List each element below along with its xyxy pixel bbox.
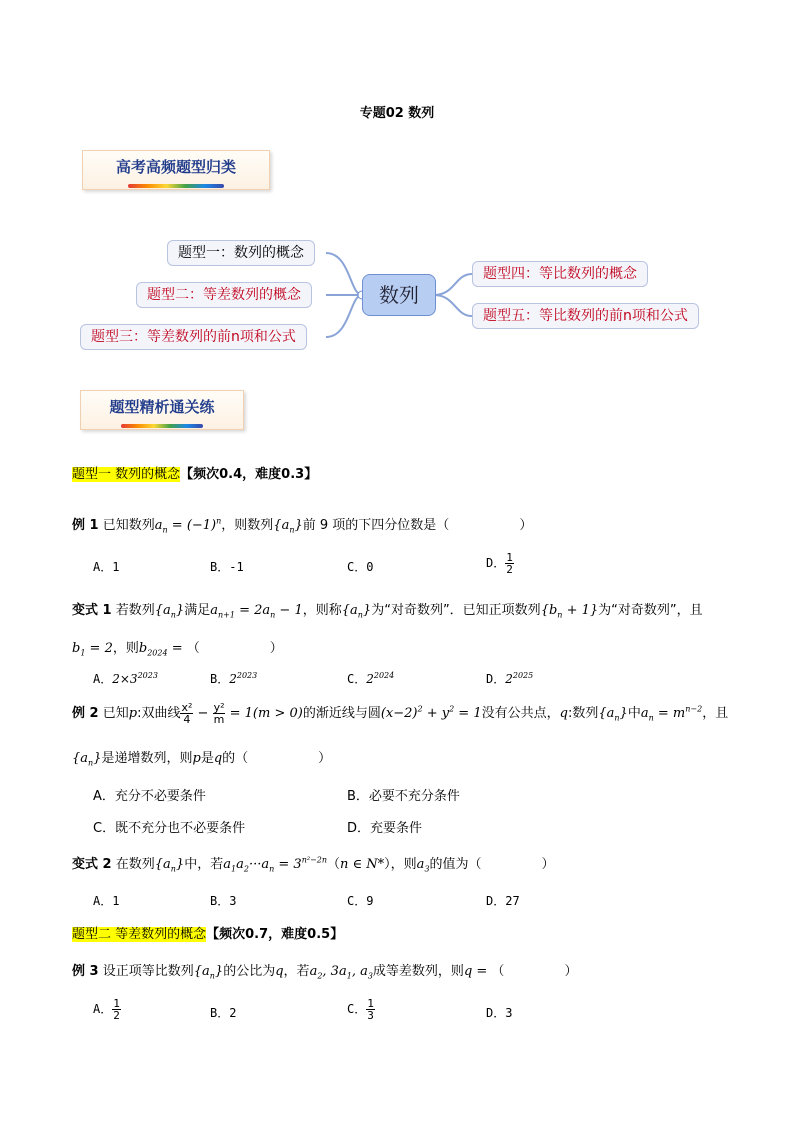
- connector-right-2: [434, 295, 472, 316]
- q-text: 已知数列: [102, 518, 155, 533]
- option-a[interactable]: [93, 998, 121, 1021]
- q-text: 前 9 项的下四分位数是（: [302, 518, 450, 533]
- option-a[interactable]: A．充分不必要条件: [93, 789, 206, 804]
- q-text: 在数列: [115, 857, 155, 872]
- q-text: ）: [269, 641, 283, 656]
- section-label: 题型二 等差数列的概念: [72, 927, 207, 942]
- option-label: C．: [347, 672, 367, 686]
- question-ex3: [72, 960, 577, 981]
- mindmap-node-type5[interactable]: 题型五：等比数列的前n项和公式: [472, 303, 699, 329]
- math: $2^{2025}$: [505, 671, 534, 686]
- option-label: D．: [486, 672, 506, 686]
- q-text: ）: [519, 518, 533, 533]
- option-a[interactable]: [93, 670, 158, 687]
- question-tag: 变式 1: [72, 603, 112, 618]
- math: $b_1 = 2$: [72, 641, 113, 658]
- q-text: （: [186, 641, 200, 656]
- q-text: 为“对奇数列”，且: [598, 603, 703, 618]
- page-title: 专题02 数列: [359, 106, 435, 121]
- option-d[interactable]: [486, 670, 533, 687]
- option-d[interactable]: D．3: [486, 1006, 513, 1020]
- q-text: 满足: [184, 603, 211, 618]
- q-text: 中，若: [184, 857, 224, 872]
- option-c[interactable]: C．既不充分也不必要条件: [93, 821, 246, 836]
- math: $\{b_n + 1\}$: [540, 603, 599, 620]
- mindmap-node-type1[interactable]: 题型一：数列的概念: [167, 240, 315, 266]
- q-text: ，且: [702, 706, 729, 721]
- math: = 1(m > 0): [225, 706, 303, 721]
- math: $2^{2023}$: [229, 671, 258, 686]
- mindmap-center-node[interactable]: 数列: [362, 274, 436, 316]
- fraction: $\frac{1}{2}$: [113, 997, 120, 1022]
- math: $\{a_n\}$: [598, 706, 628, 723]
- q-text: 设正项等比数列: [102, 964, 194, 979]
- option-b[interactable]: [210, 670, 257, 687]
- q-text: ，则称: [302, 603, 342, 618]
- question-tag: 变式 2: [72, 857, 112, 872]
- banner-title: 题型精析通关练: [109, 398, 215, 416]
- banner-title: 高考高频题型归类: [115, 158, 236, 176]
- option-c[interactable]: [347, 998, 375, 1021]
- q-text: （: [327, 857, 341, 872]
- rainbow-bar: [121, 424, 203, 428]
- connector-left-3: [326, 295, 362, 337]
- q-text: 没有公共点，: [481, 706, 560, 721]
- option-a[interactable]: A．1: [93, 560, 120, 574]
- q-text: 若数列: [115, 603, 155, 618]
- mindmap-node-type4[interactable]: 题型四：等比数列的概念: [472, 261, 648, 287]
- q-text: 的渐近线与圆: [302, 706, 381, 721]
- q-text: 是: [200, 751, 214, 766]
- math: $\{a_n\}$: [193, 964, 224, 981]
- option-d[interactable]: D．27: [486, 894, 520, 908]
- math: $\{a_n\}$: [72, 751, 102, 768]
- section-banner-practice: [80, 390, 244, 430]
- math: q: [559, 706, 568, 721]
- section-header-type1: [72, 463, 317, 482]
- question-ex1: [72, 514, 532, 535]
- section-meta: 【频次0.7，难度0.5】: [206, 927, 344, 942]
- q-text: 为“对奇数列”．已知正项数列: [371, 603, 541, 618]
- q-text: 双曲线: [141, 706, 181, 721]
- option-b[interactable]: B．-1: [210, 560, 244, 574]
- connector-left-1: [326, 253, 362, 295]
- q-text: ）: [541, 857, 555, 872]
- math: $\{a_n\}$: [273, 518, 303, 535]
- option-label: D．: [486, 556, 506, 570]
- mindmap-node-type2[interactable]: 题型二：等差数列的概念: [136, 282, 312, 308]
- section-meta: 【频次0.4，难度0.3】: [180, 467, 318, 482]
- question-var2: [72, 853, 555, 874]
- q-text: 的（: [222, 751, 249, 766]
- q-text: 成等差数列，则: [372, 964, 464, 979]
- option-c[interactable]: C．0: [347, 560, 374, 574]
- q-text: ），则: [384, 857, 417, 872]
- math: $b_{2024}$ =: [138, 641, 187, 658]
- question-var1-line2: [72, 637, 283, 658]
- question-var1: [72, 599, 703, 620]
- question-ex2: 例 2 已知p:双曲线 $\frac{\text{x²}}{4}$ − $\frac{\text{y²}}{m}$ = 1(m > 0)的渐近线与圆$(x-2)^2 + y^2 = 1$没有公共点，q:数列$\{a_n\}$中$a_n = m^{n-2}$，且: [72, 701, 729, 726]
- option-label: B．: [210, 672, 230, 686]
- option-d[interactable]: [486, 552, 514, 575]
- math: $\{a_n\}$: [341, 603, 372, 620]
- math: $2^{2024}$: [366, 671, 395, 686]
- math: q =: [463, 964, 492, 979]
- q-text: 的公比为: [223, 964, 276, 979]
- mindmap-node-type3[interactable]: 题型三：等差数列的前n项和公式: [80, 324, 307, 350]
- q-text: ）: [564, 964, 578, 979]
- option-b[interactable]: B．3: [210, 894, 237, 908]
- option-label: A．: [93, 672, 113, 686]
- q-text: ，则数列: [221, 518, 274, 533]
- connector-right-1: [434, 274, 472, 295]
- math: $a_n = m^{n-2}$: [640, 704, 703, 723]
- math: $(x-2)^2 + y^2 = 1$: [380, 704, 482, 721]
- section-label: 题型一 数列的概念: [72, 467, 181, 482]
- option-c[interactable]: [347, 670, 394, 687]
- fraction: $\frac{\text{x²}}{4}$: [181, 701, 193, 726]
- math: p: [192, 751, 201, 766]
- option-c[interactable]: C．9: [347, 894, 374, 908]
- option-a[interactable]: A．1: [93, 894, 120, 908]
- option-d[interactable]: D．充要条件: [347, 821, 423, 836]
- math: $a_2$, $3a_1$, $a_3$: [309, 964, 373, 981]
- question-ex2-line2: [72, 747, 331, 768]
- section-header-type2: [72, 923, 343, 942]
- option-b[interactable]: B．2: [210, 1006, 237, 1020]
- math: $\{a_n\}$: [154, 603, 185, 620]
- option-label: C．: [347, 1002, 367, 1016]
- option-label: A．: [93, 1002, 113, 1016]
- fraction: $\frac{1}{2}$: [506, 551, 513, 576]
- q-text: 是递增数列，则: [101, 751, 193, 766]
- question-tag: 例 2: [72, 706, 99, 721]
- math: $\{a_n\}$: [154, 857, 185, 874]
- math: p: [128, 706, 138, 721]
- question-tag: 例 1: [72, 518, 99, 533]
- math: q: [213, 751, 223, 766]
- q-text: 数列: [572, 706, 599, 721]
- fraction: $\frac{1}{3}$: [367, 997, 374, 1022]
- math: $a_3$: [416, 857, 430, 874]
- q-text: 的值为（: [429, 857, 482, 872]
- math: $a_{n+1} = 2a_n - 1$: [210, 603, 303, 620]
- math: $a_n = (-1)^n$: [154, 516, 222, 535]
- q-text: ，若: [283, 964, 310, 979]
- question-tag: 例 3: [72, 964, 99, 979]
- q-text: 已知: [102, 706, 129, 721]
- option-b[interactable]: B．必要不充分条件: [347, 789, 460, 804]
- math: n ∈ N*: [340, 857, 385, 872]
- q-text: ）: [318, 751, 332, 766]
- math: q: [275, 964, 284, 979]
- fraction: $\frac{\text{y²}}{m}$: [213, 701, 225, 726]
- q-text: ，则: [112, 641, 139, 656]
- math: $a_1a_2\cdot\cdot\cdot a_n = 3^{n^2-2n}$: [223, 855, 327, 874]
- q-text: 中: [627, 706, 641, 721]
- q-text: （: [491, 964, 505, 979]
- math: $2\times 3^{2023}$: [112, 671, 158, 686]
